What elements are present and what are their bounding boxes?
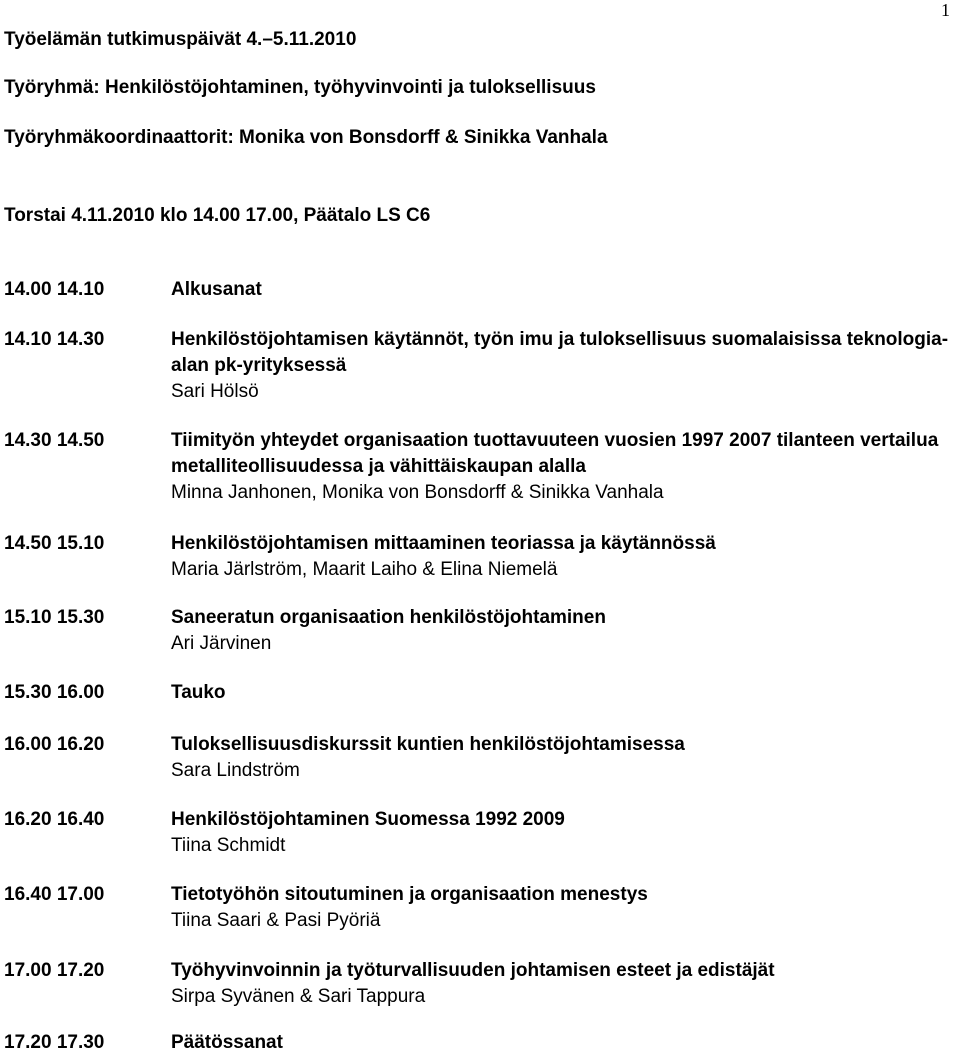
schedule-item <box>4 807 954 859</box>
schedule-speaker: Minna Janhonen, Monika von Bonsdorff & Sinikka Vanhala <box>171 482 664 503</box>
schedule-item <box>4 882 954 934</box>
schedule-time: 14.50 15.10 <box>4 533 105 554</box>
schedule-title: Henkilöstöjohtamisen käytännöt, työn imu ja tuloksellisuus suomalaisissa teknologia-alan pk-yrityksessä <box>171 329 949 376</box>
schedule-time: 16.20 16.40 <box>4 809 105 830</box>
schedule-speaker: Tiina Saari & Pasi Pyöriä <box>171 910 381 931</box>
coordinators-line: Työryhmäkoordinaattorit: Monika von Bonsdorff & Sinikka Vanhala <box>4 127 608 148</box>
schedule-item <box>4 732 954 784</box>
schedule-title: Saneeratun organisaation henkilöstöjohtaminen <box>171 607 606 628</box>
schedule-time: 17.20 17.30 <box>4 1032 105 1053</box>
schedule-title: Tietotyöhön sitoutuminen ja organisaation menestys <box>171 884 648 905</box>
event-title: Työelämän tutkimuspäivät 4.–5.11.2010 <box>4 29 357 50</box>
schedule-time: 15.30 16.00 <box>4 682 105 703</box>
schedule-title: Tuloksellisuusdiskurssit kuntien henkilöstöjohtamisessa <box>171 734 685 755</box>
schedule-item <box>4 277 954 303</box>
page-number: 1 <box>941 0 950 20</box>
schedule-item <box>4 1030 954 1056</box>
schedule-speaker: Ari Järvinen <box>171 633 272 654</box>
schedule-title: Tauko <box>171 682 226 703</box>
schedule-time: 16.40 17.00 <box>4 884 105 905</box>
schedule-title: Henkilöstöjohtaminen Suomessa 1992 2009 <box>171 809 565 830</box>
schedule-item <box>4 428 954 506</box>
schedule-time: 14.00 14.10 <box>4 279 105 300</box>
session-info: Torstai 4.11.2010 klo 14.00 17.00, Päätalo LS C6 <box>4 205 431 226</box>
working-group-title: Työryhmä: Henkilöstöjohtaminen, työhyvinvointi ja tuloksellisuus <box>4 77 596 98</box>
schedule-speaker: Sara Lindström <box>171 760 300 781</box>
schedule-item <box>4 605 954 657</box>
schedule-item <box>4 958 954 1010</box>
schedule-title: Alkusanat <box>171 279 262 300</box>
schedule-title: Henkilöstöjohtamisen mittaaminen teoriassa ja käytännössä <box>171 533 716 554</box>
schedule-time: 17.00 17.20 <box>4 960 105 981</box>
schedule-title: Työhyvinvoinnin ja työturvallisuuden johtamisen esteet ja edistäjät <box>171 960 775 981</box>
schedule-title: Tiimityön yhteydet organisaation tuottavuuteen vuosien 1997 2007 tilanteen vertailua metalliteollisuudessa ja vähittäiskaupan alalla <box>171 430 939 477</box>
schedule-speaker: Maria Järlström, Maarit Laiho & Elina Niemelä <box>171 559 558 580</box>
schedule-item <box>4 327 954 405</box>
schedule-item <box>4 531 954 583</box>
schedule-item <box>4 680 954 706</box>
schedule-time: 16.00 16.20 <box>4 734 105 755</box>
schedule-time: 14.30 14.50 <box>4 430 105 451</box>
schedule-time: 14.10 14.30 <box>4 329 105 350</box>
schedule-title: Päätössanat <box>171 1032 283 1053</box>
schedule-speaker: Tiina Schmidt <box>171 835 286 856</box>
schedule-speaker: Sirpa Syvänen & Sari Tappura <box>171 986 426 1007</box>
schedule-speaker: Sari Hölsö <box>171 381 259 402</box>
schedule-time: 15.10 15.30 <box>4 607 105 628</box>
